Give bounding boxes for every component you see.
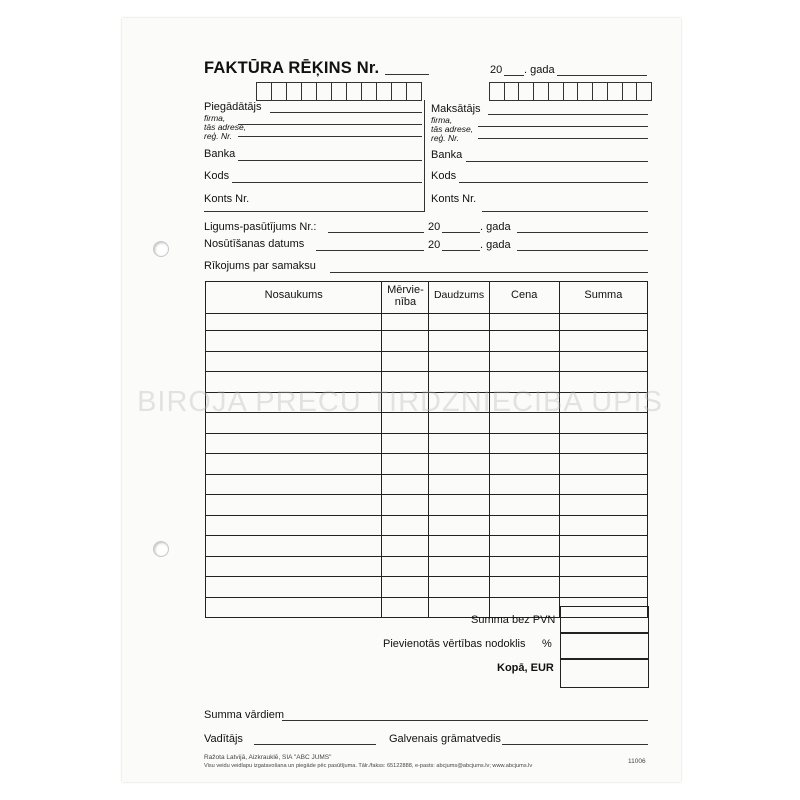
table-cell[interactable] (382, 475, 429, 495)
vat-box[interactable] (560, 632, 649, 660)
gada-label: . gada (524, 64, 555, 76)
table-cell[interactable] (429, 314, 489, 331)
table-cell[interactable] (489, 475, 559, 495)
payer-address: tās adrese, (431, 124, 474, 134)
table-cell[interactable] (429, 331, 489, 352)
table-row (206, 314, 648, 331)
table-cell[interactable] (429, 434, 489, 454)
contract-gada: . gada (480, 221, 511, 233)
table-cell[interactable] (489, 434, 559, 454)
contract-year-prefix: 20 (428, 221, 441, 233)
table-cell[interactable] (489, 557, 559, 577)
sum-words-line[interactable] (282, 720, 648, 721)
table-row (206, 331, 648, 352)
table-cell[interactable] (206, 314, 382, 331)
payer-code-line[interactable] (459, 182, 648, 183)
table-cell[interactable] (489, 516, 559, 536)
table-cell[interactable] (429, 536, 489, 557)
col-header-price: Cena (489, 282, 559, 314)
dispatch-line[interactable] (316, 250, 424, 251)
col-header-name: Nosaukums (206, 282, 382, 314)
payer-code-label: Kods (431, 170, 457, 182)
payer-line-1[interactable] (488, 114, 648, 115)
table-cell[interactable] (382, 598, 429, 618)
table-cell[interactable] (206, 475, 382, 495)
year-line[interactable] (504, 75, 524, 76)
table-cell[interactable] (382, 331, 429, 352)
payer-line-3[interactable] (478, 138, 648, 139)
payer-reg: reģ. Nr. (431, 133, 460, 143)
table-cell[interactable] (489, 352, 559, 372)
punch-hole-top (153, 241, 169, 257)
sum-no-vat-box[interactable] (560, 606, 649, 634)
table-cell[interactable] (429, 577, 489, 598)
table-cell[interactable] (559, 557, 647, 577)
table-cell[interactable] (206, 516, 382, 536)
column-divider (424, 100, 425, 212)
supplier-address: tās adrese, (204, 122, 247, 132)
total-label: Kopā, EUR (497, 662, 554, 674)
manager-signature-line[interactable] (254, 744, 376, 745)
contract-date-line[interactable] (517, 232, 648, 233)
table-cell[interactable] (382, 495, 429, 516)
supplier-line-1[interactable] (270, 112, 422, 113)
table-row (206, 516, 648, 536)
table-cell[interactable] (559, 536, 647, 557)
table-cell[interactable] (206, 352, 382, 372)
payer-firm: firma, (431, 115, 453, 125)
supplier-firm: firma, (204, 113, 226, 123)
dispatch-year-line[interactable] (442, 250, 480, 251)
form-code: 11006 (628, 758, 646, 765)
table-cell[interactable] (206, 331, 382, 352)
table-cell[interactable] (559, 434, 647, 454)
supplier-label: Piegādātājs (204, 101, 262, 113)
table-row (206, 536, 648, 557)
supplier-code-boxes[interactable] (256, 82, 422, 101)
accountant-label: Galvenais grāmatvedis (389, 733, 501, 745)
table-cell[interactable] (206, 495, 382, 516)
table-cell[interactable] (429, 495, 489, 516)
supplier-reg: reģ. Nr. (204, 131, 233, 141)
supplier-account-line[interactable] (204, 211, 424, 212)
payment-order-line[interactable] (330, 272, 648, 273)
vat-label: Pievienotās vērtības nodoklis (383, 638, 526, 650)
table-cell[interactable] (489, 454, 559, 475)
contract-label: Ligums-pasūtījums Nr.: (204, 221, 317, 233)
dispatch-label: Nosūtīšanas datums (204, 238, 305, 250)
col-header-sum: Summa (559, 282, 647, 314)
table-cell[interactable] (559, 352, 647, 372)
table-cell[interactable] (429, 454, 489, 475)
table-cell[interactable] (489, 495, 559, 516)
table-row (206, 475, 648, 495)
supplier-account-label: Konts Nr. (204, 193, 250, 205)
payer-code-boxes[interactable] (489, 82, 652, 101)
table-cell[interactable] (559, 577, 647, 598)
table-row (206, 352, 648, 372)
invoice-number-line[interactable] (385, 74, 429, 75)
supplier-line-2[interactable] (238, 124, 422, 125)
punch-hole-bottom (153, 541, 169, 557)
accountant-signature-line[interactable] (502, 744, 648, 745)
table-cell[interactable] (559, 475, 647, 495)
supplier-code-label: Kods (204, 170, 230, 182)
table-row (206, 495, 648, 516)
invoice-title: FAKTŪRA RĒĶINS Nr. (204, 59, 380, 77)
col-header-qty: Daudzums (429, 282, 489, 314)
table-cell[interactable] (429, 475, 489, 495)
table-cell[interactable] (489, 314, 559, 331)
supplier-code-line[interactable] (232, 182, 422, 183)
dispatch-gada: . gada (480, 239, 511, 251)
table-cell[interactable] (382, 577, 429, 598)
items-table (205, 281, 648, 618)
payer-bank-label: Banka (431, 149, 463, 161)
col-header-unit: Mērvie- nība (382, 282, 429, 314)
contract-line[interactable] (328, 232, 424, 233)
table-cell[interactable] (559, 495, 647, 516)
table-cell[interactable] (206, 454, 382, 475)
payer-account-line[interactable] (482, 211, 648, 212)
year-prefix: 20 (490, 64, 503, 76)
total-box[interactable] (560, 658, 649, 688)
supplier-bank-line[interactable] (238, 160, 422, 161)
table-cell[interactable] (429, 516, 489, 536)
table-row (206, 557, 648, 577)
table-cell[interactable] (382, 516, 429, 536)
payer-account-label: Konts Nr. (431, 193, 477, 205)
table-row (206, 434, 648, 454)
table-cell[interactable] (559, 516, 647, 536)
date-line[interactable] (557, 75, 647, 76)
table-cell[interactable] (206, 434, 382, 454)
dispatch-date-line[interactable] (517, 250, 648, 251)
table-cell[interactable] (206, 557, 382, 577)
payer-line-2[interactable] (478, 126, 648, 127)
table-cell[interactable] (489, 577, 559, 598)
table-cell[interactable] (382, 352, 429, 372)
table-cell[interactable] (382, 454, 429, 475)
table-cell[interactable] (559, 454, 647, 475)
table-cell[interactable] (382, 434, 429, 454)
table-cell[interactable] (382, 536, 429, 557)
table-cell[interactable] (559, 314, 647, 331)
table-cell[interactable] (489, 331, 559, 352)
vat-percent: % (542, 638, 552, 650)
table-cell[interactable] (429, 557, 489, 577)
sum-no-vat-label: Summa bez PVN (471, 614, 556, 626)
payer-bank-line[interactable] (466, 161, 648, 162)
table-cell[interactable] (206, 577, 382, 598)
table-row (206, 454, 648, 475)
dispatch-year-prefix: 20 (428, 239, 441, 251)
table-cell[interactable] (382, 314, 429, 331)
sum-words-label: Summa vārdiem (204, 709, 285, 721)
footer-producer: Ražota Latvijā, Aizkrauklē, SIA "ABC JUMS" (204, 754, 332, 761)
table-cell[interactable] (382, 557, 429, 577)
footer-contacts: Visu veidu veidlapu izgatavošana un piegāde pēc pasūtījuma. Tālr./fakss: 65122888, e-pasts: abcjums@abcjums.lv; www.abcjums.lv (204, 763, 533, 769)
table-cell[interactable] (206, 598, 382, 618)
manager-label: Vadītājs (204, 733, 243, 745)
table-cell[interactable] (559, 331, 647, 352)
table-cell[interactable] (489, 536, 559, 557)
supplier-bank-label: Banka (204, 148, 236, 160)
table-cell[interactable] (206, 536, 382, 557)
payer-label: Maksātājs (431, 103, 481, 115)
supplier-line-3[interactable] (238, 136, 422, 137)
payment-order-label: Rīkojums par samaksu (204, 260, 316, 272)
table-cell[interactable] (429, 352, 489, 372)
table-row (206, 577, 648, 598)
watermark-text: BIROJA PRECU TIRDZNIECIBA UPIS (137, 386, 663, 418)
contract-year-line[interactable] (442, 232, 480, 233)
